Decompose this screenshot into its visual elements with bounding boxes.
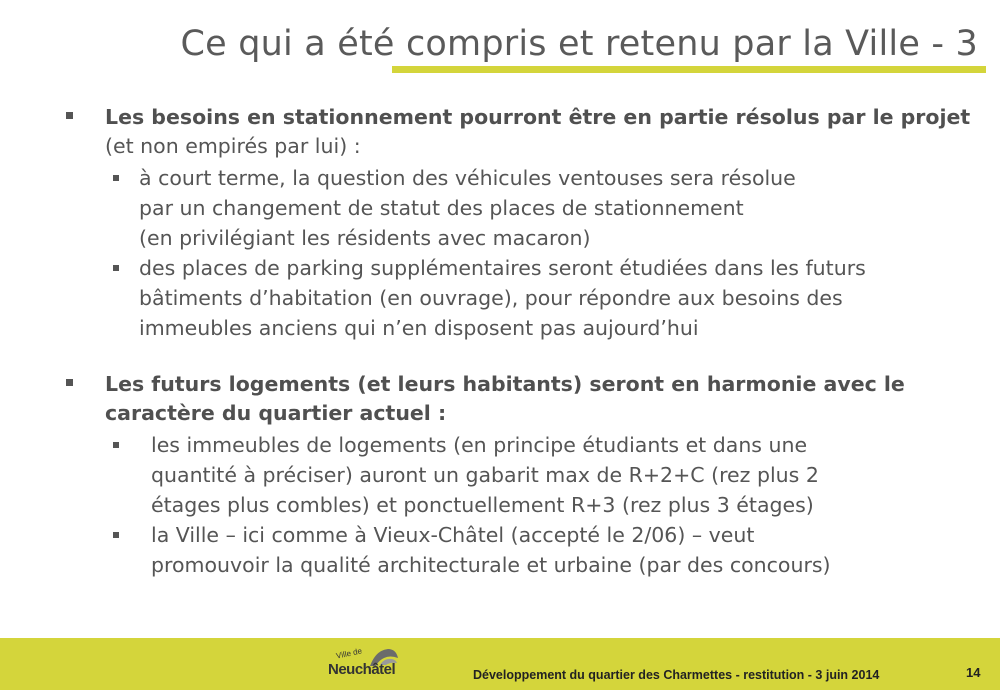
sub-bullet-line: bâtiments d’habitation (en ouvrage), pour répondre aux besoins des (139, 286, 843, 310)
bullet-logements (66, 370, 986, 428)
sub-bullet-line: étages plus combles) et ponctuellement R+3 (rez plus 3 étages) (151, 493, 814, 517)
bullet-logements-bold: Les futurs logements (et leurs habitants) seront en harmonie avec le caractère du quartier actuel : (105, 372, 905, 425)
bullet-parking-bold: Les besoins en stationnement pourront être en partie résolus par le projet (105, 105, 971, 129)
bullet-logements-subitems (66, 430, 986, 580)
sub-bullet-line: promouvoir la qualité architecturale et urbaine (par des concours) (151, 553, 831, 577)
sub-bullet-line: (en privilégiant les résidents avec macaron) (139, 226, 591, 250)
square-bullet-icon (113, 175, 119, 181)
sub-bullet-line: des places de parking supplémentaires seront étudiées dans les futurs (139, 256, 866, 280)
square-bullet-icon (66, 112, 73, 119)
bullet-block-parking (66, 103, 986, 343)
sub-bullet-line: par un changement de statut des places de stationnement (139, 196, 744, 220)
square-bullet-icon (113, 442, 119, 448)
logo-small-text: Ville de (335, 646, 363, 661)
square-bullet-icon (66, 379, 73, 386)
bullet-parking-subitems (66, 163, 986, 343)
footer-caption: Développement du quartier des Charmettes - restitution - 3 juin 2014 (473, 668, 880, 682)
sub-bullet-line: immeubles anciens qui n’en disposent pas aujourd’hui (139, 316, 699, 340)
sub-bullet-ville (66, 520, 986, 580)
square-bullet-icon (113, 265, 119, 271)
sub-bullet-line: quantité à préciser) auront un gabarit max de R+2+C (rez plus 2 (151, 463, 819, 487)
slide-title: Ce qui a été compris et retenu par la Ville - 3 (180, 24, 978, 64)
sub-bullet-line: les immeubles de logements (en principe étudiants et dans une (151, 433, 808, 457)
bullet-parking-rest: (et non empirés par lui) : (105, 134, 361, 158)
title-underline (392, 66, 986, 73)
sub-bullet-parking-places (66, 253, 986, 343)
page-number: 14 (966, 665, 981, 680)
logo-main-text: Neuchâtel (328, 661, 396, 678)
sub-bullet-immeubles (66, 430, 986, 520)
slide-content (66, 103, 986, 580)
sub-bullet-line: à court terme, la question des véhicules ventouses sera résolue (139, 166, 796, 190)
sub-bullet-ventouses (66, 163, 986, 253)
bullet-parking (66, 103, 986, 161)
sub-bullet-line: la Ville – ici comme à Vieux-Châtel (accepté le 2/06) – veut (151, 523, 755, 547)
bullet-block-logements (66, 370, 986, 580)
footer-bar (0, 638, 1000, 690)
ville-de-neuchatel-logo (328, 646, 402, 684)
square-bullet-icon (113, 532, 119, 538)
